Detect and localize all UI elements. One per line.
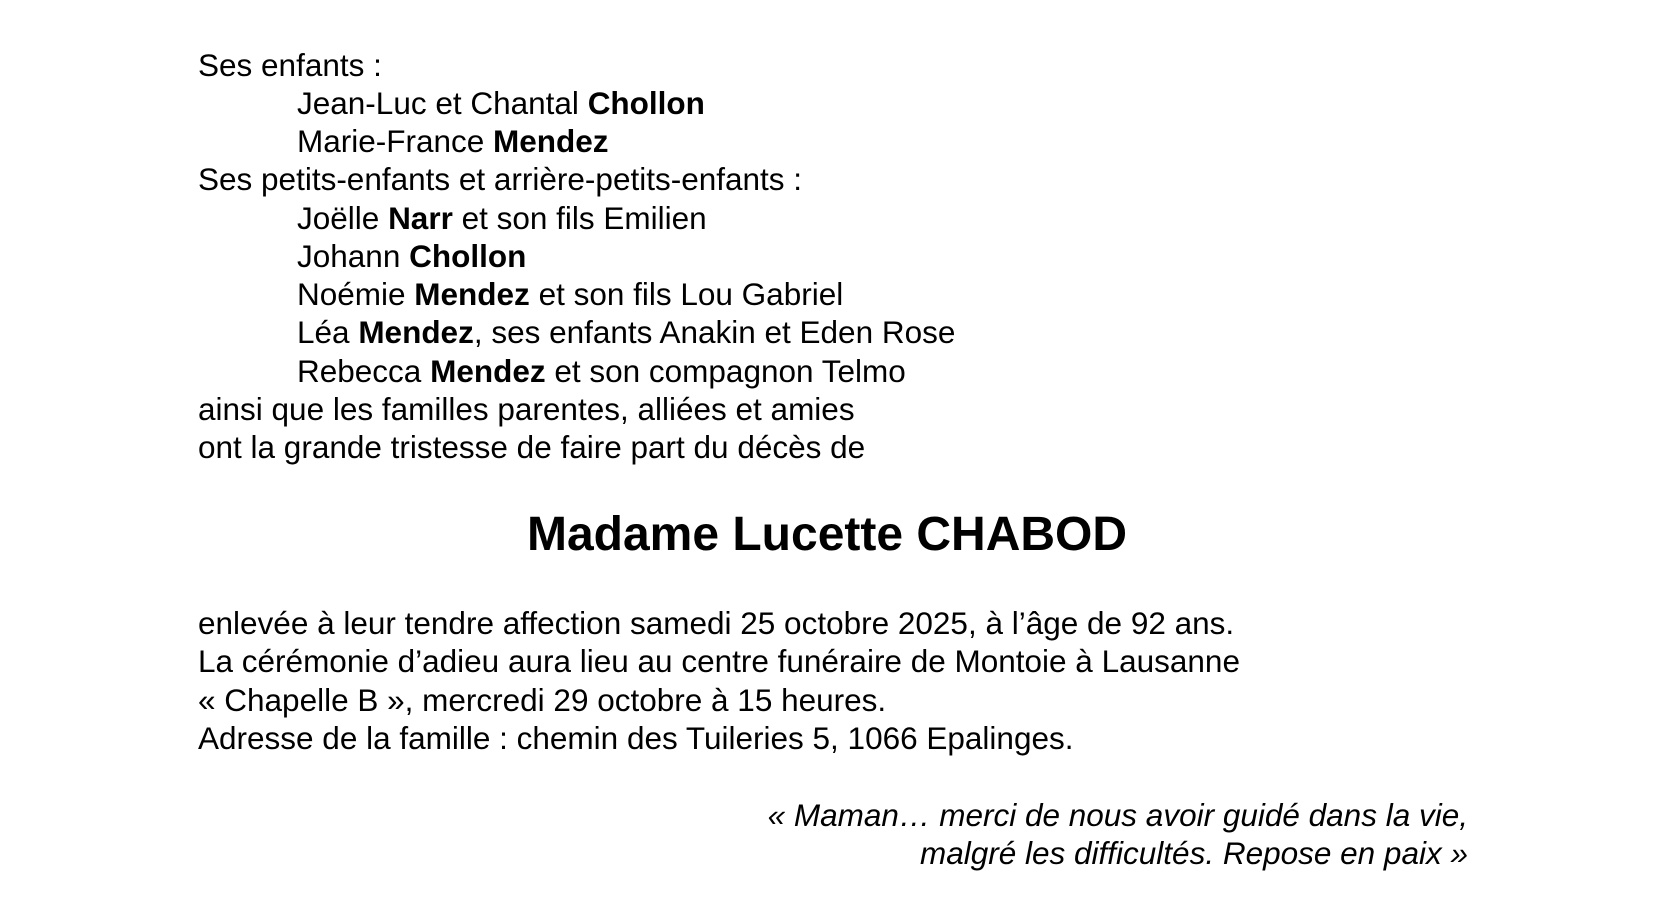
grandchild-extra: et son fils Emilien [452,200,707,236]
intro-line: ainsi que les familles parentes, alliées et amies [198,391,855,427]
grandchild-entry [297,199,707,237]
grandchild-extra: et son fils Lou Gabriel [529,276,844,312]
address-line: Adresse de la famille : chemin des Tuileries 5, 1066 Epalinges. [198,720,1074,756]
grandchild-given-names: Johann [297,238,410,274]
grandchild-extra: , ses enfants Anakin et Eden Rose [473,314,956,350]
child-given-names: Jean-Luc et Chantal [297,85,588,121]
details-line: « Chapelle B », mercredi 29 octobre à 15 heures. [198,682,887,718]
grandchild-entry [297,313,955,351]
grandchild-surname: Mendez [430,353,546,389]
grandchild-surname: Mendez [358,314,474,350]
grandchild-entry [297,275,843,313]
details-line: enlevée à leur tendre affection samedi 25 octobre 2025, à l’âge de 92 ans. [198,605,1235,641]
grandchild-surname: Chollon [409,238,527,274]
details-line: La cérémonie d’adieu aura lieu au centre funéraire de Montoie à Lausanne [198,643,1240,679]
grandchild-given-names: Léa [297,314,359,350]
deceased-name: Madame Lucette CHABOD [526,508,1128,561]
intro-line: ont la grande tristesse de faire part du décès de [198,429,866,465]
grandchild-surname: Mendez [414,276,530,312]
grandchild-extra: et son compagnon Telmo [545,353,906,389]
grandchild-given-names: Rebecca [297,353,431,389]
grandchild-entry [297,352,906,390]
child-surname: Chollon [587,85,705,121]
grandchildren-heading: Ses petits-enfants et arrière-petits-enfants : [198,161,803,197]
child-entry [297,84,705,122]
children-heading: Ses enfants : [198,47,382,83]
grandchild-given-names: Noémie [297,276,415,312]
grandchild-given-names: Joëlle [297,200,389,236]
grandchild-surname: Narr [388,200,453,236]
quote-line: « Maman… merci de nous avoir guidé dans la vie, [767,797,1468,833]
child-given-names: Marie-France [297,123,494,159]
child-surname: Mendez [493,123,609,159]
grandchild-entry [297,237,526,275]
child-entry [297,122,609,160]
quote-line: malgré les difficultés. Repose en paix » [919,835,1468,871]
